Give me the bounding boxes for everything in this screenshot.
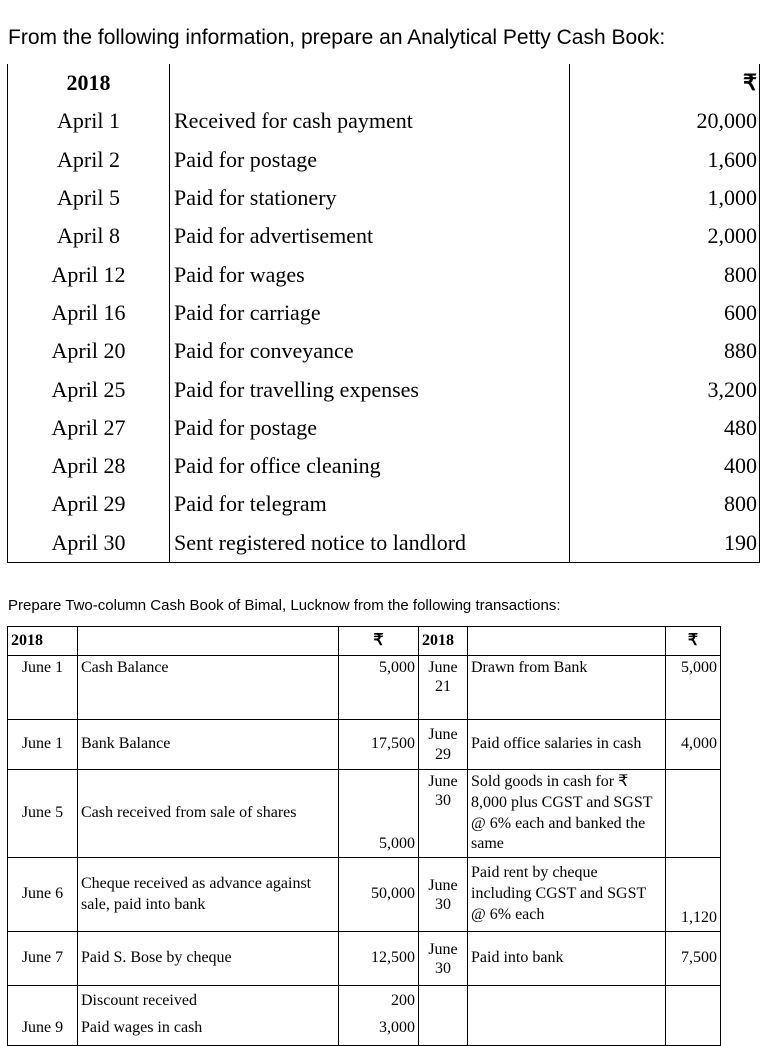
left-row-amount: 12,500 — [339, 932, 419, 986]
right-row-description: Paid into bank — [468, 932, 666, 986]
table-header-row — [8, 64, 760, 102]
left-row-amount: 5,000 — [339, 656, 419, 720]
table-header-row — [8, 627, 721, 656]
row-description: Paid for postage — [170, 141, 570, 179]
table-row — [8, 932, 721, 986]
row-date: April 5 — [8, 179, 170, 217]
row-amount: 2,000 — [570, 217, 760, 255]
table-row — [8, 255, 760, 293]
question-1-title: From the following information, prepare an Analytical Petty Cash Book: — [8, 26, 666, 49]
left-row-amount: 5,000 — [339, 770, 419, 858]
right-row-date — [419, 986, 468, 1016]
row-description: Paid for wages — [170, 255, 570, 293]
table-row — [8, 447, 760, 485]
left-description-header — [78, 627, 339, 656]
right-currency-header: ₹ — [666, 627, 721, 656]
right-row-amount: 7,500 — [666, 932, 721, 986]
table-row — [8, 332, 760, 370]
row-description: Paid for stationery — [170, 179, 570, 217]
row-amount: 1,600 — [570, 141, 760, 179]
left-row-amount: 3,000 — [339, 1016, 419, 1046]
left-row-date: June 9 — [8, 1016, 78, 1046]
row-amount: 480 — [570, 409, 760, 447]
right-year-header: 2018 — [419, 627, 468, 656]
right-row-amount — [666, 986, 721, 1016]
row-amount: 800 — [570, 255, 760, 293]
row-date: April 12 — [8, 255, 170, 293]
right-row-date: June 30 — [419, 932, 468, 986]
right-row-description: Paid rent by cheque including CGST and SGST @ 6% each — [468, 858, 666, 932]
left-row-date — [8, 986, 78, 1016]
left-row-description: Discount received — [78, 986, 339, 1016]
right-row-description: Drawn from Bank — [468, 656, 666, 720]
left-row-date: June 5 — [8, 770, 78, 858]
table-row — [8, 217, 760, 255]
row-amount: 880 — [570, 332, 760, 370]
table-row — [8, 1016, 721, 1046]
cash-book-table — [7, 626, 721, 1046]
table-row — [8, 370, 760, 408]
row-date: April 29 — [8, 485, 170, 523]
left-row-description: Paid S. Bose by cheque — [78, 932, 339, 986]
row-date: April 27 — [8, 409, 170, 447]
table-row — [8, 294, 760, 332]
right-row-description — [468, 986, 666, 1016]
row-date: April 1 — [8, 102, 170, 140]
left-row-description: Cash received from sale of shares — [78, 770, 339, 858]
row-date: April 8 — [8, 217, 170, 255]
left-row-description: Bank Balance — [78, 720, 339, 770]
table-row — [8, 858, 721, 932]
row-description: Sent registered notice to landlord — [170, 524, 570, 563]
left-year-header: 2018 — [8, 627, 78, 656]
right-row-amount: 5,000 — [666, 656, 721, 720]
right-row-description — [468, 1016, 666, 1046]
table-row — [8, 656, 721, 720]
right-description-header — [468, 627, 666, 656]
row-date: April 30 — [8, 524, 170, 563]
table-row — [8, 986, 721, 1016]
description-header — [170, 64, 570, 102]
right-row-description: Sold goods in cash for ₹ 8,000 plus CGST and SGST @ 6% each and banked the same — [468, 770, 666, 858]
row-description: Paid for travelling expenses — [170, 370, 570, 408]
row-amount: 800 — [570, 485, 760, 523]
table-row — [8, 141, 760, 179]
row-description: Paid for postage — [170, 409, 570, 447]
left-row-amount: 17,500 — [339, 720, 419, 770]
row-description: Received for cash payment — [170, 102, 570, 140]
row-amount: 190 — [570, 524, 760, 563]
row-date: April 2 — [8, 141, 170, 179]
row-date: April 20 — [8, 332, 170, 370]
left-row-date: June 1 — [8, 720, 78, 770]
right-row-date: June 30 — [419, 858, 468, 932]
currency-header: ₹ — [570, 64, 760, 102]
question-2-title: Prepare Two-column Cash Book of Bimal, Lucknow from the following transactions: — [8, 597, 561, 614]
right-row-date: June 29 — [419, 720, 468, 770]
right-row-amount — [666, 1016, 721, 1046]
table-row — [8, 179, 760, 217]
left-row-description: Cheque received as advance against sale, paid into bank — [78, 858, 339, 932]
left-row-date: June 7 — [8, 932, 78, 986]
right-row-date: June 21 — [419, 656, 468, 720]
right-row-amount: 4,000 — [666, 720, 721, 770]
row-amount: 20,000 — [570, 102, 760, 140]
row-amount: 3,200 — [570, 370, 760, 408]
table-row — [8, 102, 760, 140]
left-row-date: June 6 — [8, 858, 78, 932]
left-row-description: Paid wages in cash — [78, 1016, 339, 1046]
row-description: Paid for conveyance — [170, 332, 570, 370]
right-row-amount: 1,120 — [666, 858, 721, 932]
row-amount: 600 — [570, 294, 760, 332]
table-row — [8, 485, 760, 523]
year-header: 2018 — [8, 64, 170, 102]
row-date: April 16 — [8, 294, 170, 332]
row-amount: 400 — [570, 447, 760, 485]
table-row — [8, 770, 721, 858]
row-description: Paid for office cleaning — [170, 447, 570, 485]
left-row-date: June 1 — [8, 656, 78, 720]
row-description: Paid for telegram — [170, 485, 570, 523]
row-date: April 25 — [8, 370, 170, 408]
right-row-date: June 30 — [419, 770, 468, 858]
left-row-amount: 50,000 — [339, 858, 419, 932]
table-row — [8, 409, 760, 447]
right-row-amount — [666, 770, 721, 858]
table-row — [8, 524, 760, 563]
left-row-amount: 200 — [339, 986, 419, 1016]
left-currency-header: ₹ — [339, 627, 419, 656]
table-row — [8, 720, 721, 770]
left-row-description: Cash Balance — [78, 656, 339, 720]
row-amount: 1,000 — [570, 179, 760, 217]
row-description: Paid for advertisement — [170, 217, 570, 255]
petty-cash-table — [7, 64, 760, 563]
row-description: Paid for carriage — [170, 294, 570, 332]
right-row-description: Paid office salaries in cash — [468, 720, 666, 770]
right-row-date — [419, 1016, 468, 1046]
row-date: April 28 — [8, 447, 170, 485]
